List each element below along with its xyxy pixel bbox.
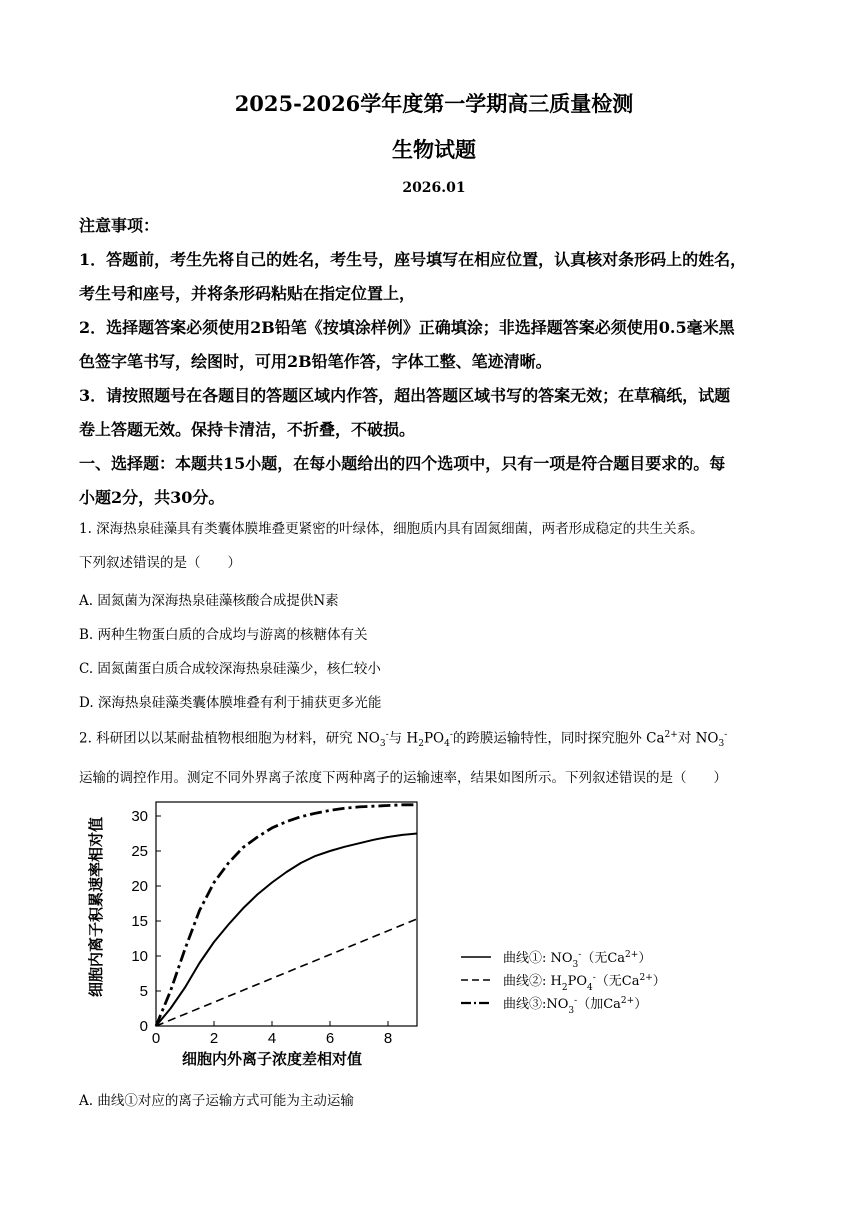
y-tick-label-6: 30 [131, 808, 148, 825]
question-1-line-2: 下列叙述错误的是（ ） [79, 555, 241, 571]
question-1-option-a: A. 固氮菌为深海热泉硅藻核酸合成提供N素 [79, 593, 339, 609]
exam-title: 2025-2026学年度第一学期高三质量检测 [234, 91, 634, 116]
plot-frame [156, 802, 417, 1026]
notice-item-3-line-1: 3．请按照题号在各题目的答题区域内作答，超出答题区域书写的答案无效；在草稿纸，试题 [79, 386, 731, 405]
notice-item-3-line-2: 卷上答题无效。保持卡清洁，不折叠，不破损。 [79, 420, 416, 439]
question-1-option-c: C. 固氮菌蛋白质合成较深海热泉硅藻少，核仁较小 [79, 661, 381, 677]
y-tick-label-1: 5 [139, 983, 148, 1000]
y-tick-label-4: 20 [131, 878, 148, 895]
y-tick-label-3: 15 [131, 913, 148, 930]
exam-date: 2026.01 [402, 180, 466, 196]
x-tick-label-3: 6 [325, 1030, 335, 1047]
question-2-option-a: A. 曲线①对应的离子运输方式可能为主动运输 [79, 1093, 354, 1109]
subject-title: 生物试题 [392, 137, 476, 162]
legend-label-1: 曲线①: $NO_3^-$（无$Ca^{2+}$） [503, 950, 652, 970]
notice-item-2-line-2: 色签字笔书写，绘图时，可用2B铅笔作答，字体工整、笔迹清晰。 [79, 352, 552, 371]
legend-label-2: 曲线②: $H_2PO_4^-$（无$Ca^{2+}$） [503, 973, 666, 993]
chart-legend [461, 950, 666, 1016]
x-tick-label-2: 4 [267, 1030, 277, 1047]
notice-item-2-line-1: 2．选择题答案必须使用2B铅笔《按填涂样例》正确填涂；非选择题答案必须使用0.5毫米黑 [79, 318, 735, 337]
y-tick-label-0: 0 [139, 1018, 148, 1035]
x-tick-label-4: 8 [383, 1030, 393, 1047]
question-1-line-1: 1. 深海热泉硅藻具有类囊体膜堆叠更紧密的叶绿体，细胞质内具有固氮细菌，两者形成稳定的共生关系。 [79, 521, 704, 537]
y-tick-label-5: 25 [131, 843, 148, 860]
ion-transport-chart [79, 786, 699, 1076]
question-2-line-1: 2. 科研团以以某耐盐植物根细胞为材料，研究 $NO_3^-$与 $H_2PO_4^-$的跨膜运输特性，同时探究胞外 $Ca^{2+}$对 $NO_3^-$ [79, 730, 728, 750]
x-tick-label-1: 2 [209, 1030, 219, 1047]
y-tick-label-2: 10 [131, 948, 148, 965]
section-heading-line-2: 小题2分，共30分。 [79, 488, 225, 507]
notice-heading: 注意事项： [79, 216, 160, 235]
series-line-2 [156, 919, 417, 1026]
section-heading-line-1: 一、选择题：本题共15小题，在每小题给出的四个选项中，只有一项是符合题目要求的。每 [79, 454, 726, 473]
chart-series [156, 805, 417, 1026]
chart-xlabel: 细胞内外离子浓度差相对值 [181, 1050, 363, 1068]
legend-label-3: 曲线$③:NO_3^-$（加$Ca^{2+}$） [503, 996, 648, 1016]
question-2-line-2: 运输的调控作用。测定不同外界离子浓度下两种离子的运输速率，结果如图所示。下列叙述错误的是（ ） [79, 770, 727, 787]
notice-item-1-line-2: 考生号和座号，并将条形码粘贴在指定位置上， [79, 284, 416, 303]
series-line-1 [156, 834, 417, 1027]
question-1-option-d: D. 深海热泉硅藻类囊体膜堆叠有利于捕获更多光能 [79, 695, 382, 711]
question-1-option-b: B. 两种生物蛋白质的合成均与游离的核糖体有关 [79, 627, 368, 643]
question-1-stem [79, 512, 791, 580]
notice-section [79, 209, 791, 515]
notice-item-1-line-1: 1．答题前，考生先将自己的姓名，考生号，座号填写在相应位置，认真核对条形码上的姓名， [79, 250, 747, 269]
chart-ylabel: 细胞内离子积累速率相对值 [87, 816, 105, 998]
x-tick-label-0: 0 [151, 1030, 161, 1047]
question-2-stem [79, 718, 791, 795]
chart-axes [156, 802, 417, 1026]
